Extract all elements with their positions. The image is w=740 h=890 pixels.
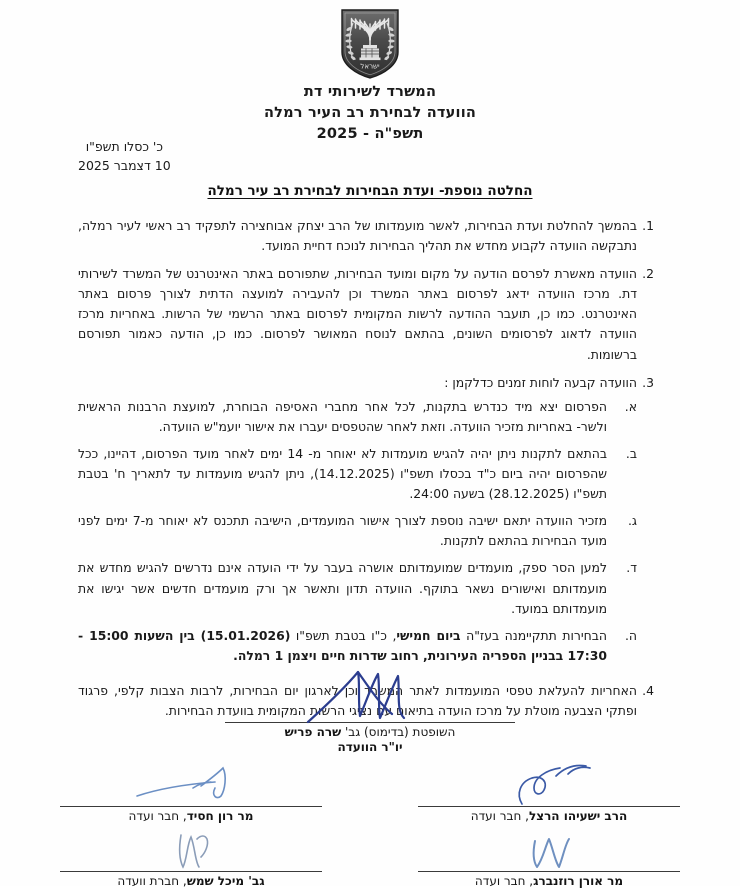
member-role-comma: , bbox=[179, 808, 187, 823]
signature-chair-row bbox=[60, 676, 680, 756]
subclause-letter: ג. bbox=[627, 513, 637, 529]
signature-name-member-3 bbox=[418, 872, 680, 888]
signature-block-member-4 bbox=[60, 825, 322, 888]
clause-1 bbox=[78, 216, 654, 256]
signature-ink-member-2 bbox=[60, 760, 322, 806]
member-name: מר רון חסיד bbox=[186, 808, 254, 823]
clause-number: 2. bbox=[642, 266, 654, 282]
clause-text: הוועדה מאשרת לפרסם הודעה על מקום ומועד הבחירות, שתפורסם באתר האינטרנט של המשרד לשירותי דת. מרכז הוועדה ידאג לפרסום באתר המשרד וכן להעבירה למועצה הדתית לצורך פרסום באתר האינטרנט. כמו כן, תועבר ההודעה לרשות המקומית לפרסום באתר הרשמי של הרשות. באחריות מרכז הוועדה לדאוג לפרסומים השונים, בהתאם לנוסח המאושר לפרסום. כמו כן, הודעה כאמור תפורסם ברשומות. bbox=[78, 266, 637, 362]
clause-text: האחריות להעלאת טפסי המועמדות לאתר המשרד וכן לארגון יום הבחירות, לרבות הצבות קלפי, פרגוד ופתקי הצבעה מוטלת על מרכז הועדה בתיאום עם נציגי הרשות המקומית בוועדת הבחירות. bbox=[78, 682, 637, 718]
segment-plain-2: , כ"ו בטבת תשפ"ו bbox=[290, 627, 397, 643]
clause-text: בהמשך להחלטת ועדת הבחירות, לאשר מועמדותו של הרב יצחק אבוחצירה לתפקיד רב ראשי לעיר רמלה, נתבקשה הוועדה לקבוע מחדש את תהליך הבחירות לנוכח דחיית המועד. bbox=[78, 218, 637, 254]
subclause-text: למען הסר ספק, מועמדים שמועמדותם אושרה בעבר על ידי הועדה אינם נדרשים להגיש מחדש את מועמדותם ואישורים נשאר בתוקף. הוועדה תדון ותאשר אך ורק מועמדים חדשים אשר יגישו את מועמדותם במועד. bbox=[78, 560, 607, 616]
signature-ink-member-3 bbox=[418, 825, 680, 871]
subclause-c bbox=[78, 511, 637, 551]
signature-block-chair bbox=[225, 676, 515, 756]
member-role-comma: , bbox=[179, 873, 187, 888]
subclause-text-election-details bbox=[78, 626, 607, 666]
member-role: חבר ועדה bbox=[474, 873, 526, 888]
signature-ink-chair bbox=[225, 676, 515, 722]
segment-bold-datetime-venue: (15.01.2026) בין השעות 15:00 - 17:30 בבניין הספריה העירונית, רחוב שדרות חיים ויצמן 1 רמלה. bbox=[78, 627, 607, 663]
clause-text: הוועדה קבעה לוחות זמנים כדלקמן : bbox=[444, 374, 637, 390]
signature-ink-member-1 bbox=[418, 760, 680, 806]
chair-name: שרה פריש bbox=[284, 725, 342, 739]
hebrew-date: כ' כסלו תשפ"ו bbox=[85, 139, 163, 154]
chair-name-prefix: השופטת (בדימוס) גב' bbox=[345, 725, 456, 739]
member-name: גב' מיכל שמש bbox=[186, 873, 265, 888]
document-header bbox=[0, 82, 740, 145]
subclause-body bbox=[78, 511, 607, 551]
handwritten-signature-icon bbox=[131, 762, 251, 808]
document-body bbox=[78, 216, 654, 729]
subclause-a bbox=[78, 397, 637, 437]
clause-body bbox=[78, 373, 637, 673]
signature-area bbox=[60, 676, 680, 890]
subclause-body bbox=[78, 558, 607, 618]
page-title: החלטה נוספת- ועדת הבחירות לבחירת רב עיר רמלה bbox=[207, 183, 533, 199]
subclause-body bbox=[78, 397, 607, 437]
header-ministry: המשרד לשירותי דת bbox=[303, 84, 437, 100]
subclause-d bbox=[78, 558, 637, 618]
signature-block-member-1 bbox=[418, 760, 680, 823]
clause-number: 4. bbox=[642, 682, 654, 698]
subclause-letter: א. bbox=[624, 398, 637, 414]
signature-row-2 bbox=[60, 825, 680, 888]
subclause-body bbox=[78, 626, 607, 666]
segment-plain-1: הבחירות תתקיימנה בעז"ה bbox=[460, 627, 607, 643]
emblem-container bbox=[0, 8, 740, 80]
subclause-text: בהתאם לתקנות ניתן יהיה להגיש מועמדות לא יאוחר מ- 14 ימים לאחר מועד הפרסום, דהיינו, ככל שהפרסום יהיה ביום כ"ד בכסלו תשפ"ו (14.12.2025), ניתן להגיש מועמדות עד לתאריך ח' בטבת תשפ"ו (28.12.2025) בשעה 24:00. bbox=[78, 445, 607, 502]
clause-2 bbox=[78, 264, 654, 364]
subclause-b bbox=[78, 444, 637, 504]
emblem-inscription: ישראל bbox=[360, 62, 380, 71]
member-name: הרב ישעיהו הרצל bbox=[528, 808, 628, 823]
signature-name-member-4 bbox=[60, 872, 322, 888]
clause-body bbox=[78, 216, 637, 256]
clause-number: 1. bbox=[642, 218, 654, 233]
signature-ink-member-4 bbox=[60, 825, 322, 871]
member-role: חבר ועדה bbox=[128, 808, 180, 823]
clause-number: 3. bbox=[642, 374, 654, 390]
clause-body bbox=[78, 264, 637, 364]
subclause-letter: ב. bbox=[625, 445, 637, 461]
header-committee: הוועדה לבחירת רב העיר רמלה bbox=[263, 105, 477, 122]
signature-name-member-1 bbox=[418, 807, 680, 823]
signature-name-chair bbox=[225, 723, 515, 739]
gregorian-date: 10 דצמבר 2025 bbox=[78, 157, 171, 173]
member-role-comma: , bbox=[525, 873, 534, 888]
subclause-text: מזכיר הוועדה יתאם ישיבה נוספת לצורך אישור המועמדים, הישיבה תתכנס לא יאוחר מ-7 ימים לפני מועד הבחירות בהתאם לתקנות. bbox=[78, 513, 607, 549]
subclause-list bbox=[78, 397, 637, 666]
handwritten-signature-icon bbox=[300, 668, 440, 724]
date-block bbox=[78, 138, 171, 176]
handwritten-signature-icon bbox=[499, 829, 599, 873]
signature-block-member-3 bbox=[418, 825, 680, 888]
clause-3 bbox=[78, 373, 654, 673]
subclause-text: הפרסום יצא מיד כנדרש בתקנות, לכל אחר מחברי האסיפה הבוחרת, למועצת הרבנות הראשית ולשר- באחריות מזכיר הוועדה. וזאת לאחר שהטפסים יעברו את אישור יועמ"ש הוועדה. bbox=[78, 398, 607, 434]
israel-state-emblem-icon bbox=[339, 8, 401, 80]
subclause-letter: ד. bbox=[626, 560, 637, 576]
signature-role-chair: יו"ר הוועדה bbox=[337, 740, 403, 754]
member-name: מר אורן רוזנברג bbox=[533, 873, 624, 888]
signature-name-member-2 bbox=[60, 807, 322, 823]
header-year: תשפ"ה - 2025 bbox=[316, 126, 424, 143]
signature-row-1 bbox=[60, 760, 680, 823]
member-role: חברת וועדה bbox=[117, 873, 180, 888]
subclause-e bbox=[78, 626, 637, 666]
subclause-letter: ה. bbox=[624, 627, 637, 643]
member-role: חבר ועדה bbox=[470, 808, 522, 823]
segment-bold-day: ביום חמישי bbox=[396, 627, 461, 643]
signature-block-member-2 bbox=[60, 760, 322, 823]
handwritten-signature-icon bbox=[141, 829, 241, 873]
member-role-comma: , bbox=[521, 808, 529, 823]
subclause-body bbox=[78, 444, 607, 504]
handwritten-signature-icon bbox=[494, 762, 604, 808]
